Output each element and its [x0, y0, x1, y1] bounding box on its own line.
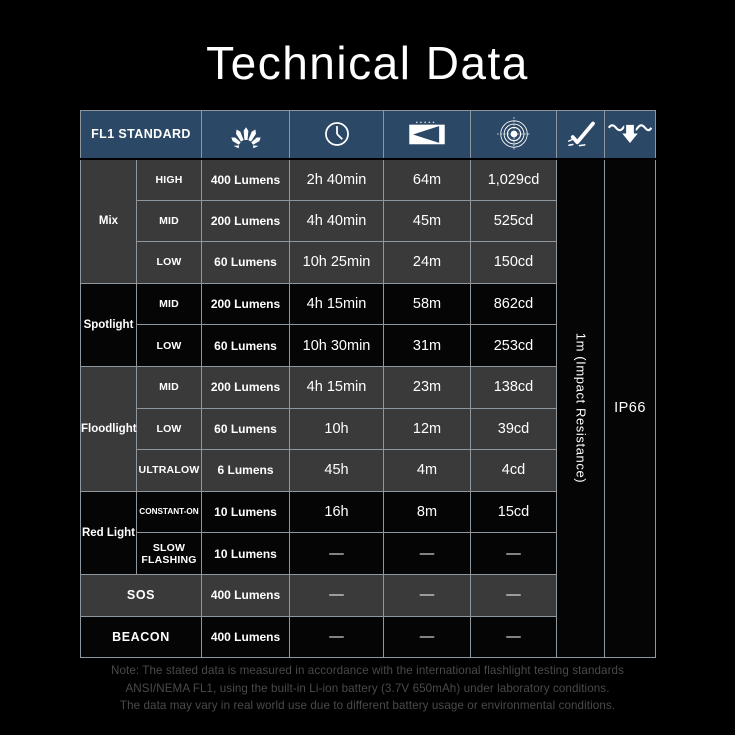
lumens-cell: 60 Lumens — [202, 408, 290, 450]
lumens-cell: 200 Lumens — [202, 200, 290, 242]
impact-rating-cell — [557, 159, 605, 658]
distance-cell: 58m — [384, 283, 471, 325]
intensity-cell: — — [471, 574, 557, 616]
lumens-cell: 400 Lumens — [202, 159, 290, 201]
column-header-brightness — [202, 111, 290, 159]
header-row — [81, 111, 656, 159]
intensity-cell: 39cd — [471, 408, 557, 450]
lumens-cell: 400 Lumens — [202, 574, 290, 616]
runtime-cell: 2h 40min — [290, 159, 384, 201]
level-cell: LOW — [137, 242, 202, 284]
level-cell: MID — [137, 283, 202, 325]
column-header-impact — [557, 111, 605, 159]
intensity-cell: 253cd — [471, 325, 557, 367]
mode-cell-red-light: Red Light — [81, 491, 137, 574]
beam-intensity-icon — [497, 117, 531, 151]
runtime-cell: 10h — [290, 408, 384, 450]
intensity-cell: 150cd — [471, 242, 557, 284]
distance-cell: 31m — [384, 325, 471, 367]
lumens-cell: 10 Lumens — [202, 533, 290, 575]
distance-cell: 24m — [384, 242, 471, 284]
column-header-beam-intensity — [471, 111, 557, 159]
distance-cell: 4m — [384, 450, 471, 492]
level-cell: LOW — [137, 408, 202, 450]
runtime-cell: — — [290, 533, 384, 575]
distance-cell: 64m — [384, 159, 471, 201]
intensity-cell: 525cd — [471, 200, 557, 242]
runtime-cell: 10h 25min — [290, 242, 384, 284]
intensity-cell: 862cd — [471, 283, 557, 325]
level-cell: ULTRALOW — [137, 450, 202, 492]
lumens-cell: 400 Lumens — [202, 616, 290, 658]
runtime-cell: 45h — [290, 450, 384, 492]
lumens-cell: 60 Lumens — [202, 242, 290, 284]
runtime-cell: 16h — [290, 491, 384, 533]
footnote — [0, 662, 735, 715]
footnote-line: The data may vary in real world use due to different battery usage or environmental conditions. — [119, 699, 616, 712]
level-cell: MID — [137, 200, 202, 242]
intensity-cell: — — [471, 533, 557, 575]
water-resistance-icon — [607, 120, 653, 149]
mode-cell-beacon: BEACON — [81, 616, 202, 658]
runtime-cell: 4h 15min — [290, 366, 384, 408]
distance-cell: 12m — [384, 408, 471, 450]
footnote-line: Note: The stated data is measured in accordance with the international flashlight testing standards — [110, 664, 625, 677]
mode-cell-mix: Mix — [81, 159, 137, 284]
impact-rating-text: 1m (Impact Resistance) — [573, 333, 588, 484]
brightness-icon — [224, 120, 268, 149]
distance-cell: 45m — [384, 200, 471, 242]
runtime-cell: 10h 30min — [290, 325, 384, 367]
technical-data-table — [80, 110, 656, 658]
lumens-cell: 200 Lumens — [202, 283, 290, 325]
intensity-cell: 15cd — [471, 491, 557, 533]
fl1-standard-header: FL1 STANDARD — [81, 111, 202, 159]
lumens-cell: 10 Lumens — [202, 491, 290, 533]
distance-cell: — — [384, 616, 471, 658]
lumens-cell: 6 Lumens — [202, 450, 290, 492]
mode-cell-sos: SOS — [81, 574, 202, 616]
level-cell: SLOW FLASHING — [137, 533, 202, 575]
ip-rating-cell: IP66 — [605, 159, 656, 658]
runtime-cell: 4h 40min — [290, 200, 384, 242]
column-header-runtime — [290, 111, 384, 159]
table-row — [81, 159, 656, 201]
intensity-cell: 138cd — [471, 366, 557, 408]
intensity-cell: 1,029cd — [471, 159, 557, 201]
intensity-cell: 4cd — [471, 450, 557, 492]
mode-cell-floodlight: Floodlight — [81, 366, 137, 491]
impact-resistance-icon — [566, 120, 596, 148]
beam-distance-icon — [406, 120, 448, 148]
lumens-cell: 200 Lumens — [202, 366, 290, 408]
distance-cell: — — [384, 533, 471, 575]
runtime-cell: — — [290, 616, 384, 658]
distance-cell: 8m — [384, 491, 471, 533]
level-cell: MID — [137, 366, 202, 408]
level-cell: LOW — [137, 325, 202, 367]
runtime-cell: 4h 15min — [290, 283, 384, 325]
footnote-line: ANSI/NEMA FL1, using the built-in Li-ion battery (3.7V 650mAh) under laboratory conditions. — [125, 681, 610, 695]
runtime-cell: — — [290, 574, 384, 616]
level-cell: CONSTANT-ON — [137, 491, 202, 533]
level-cell: HIGH — [137, 159, 202, 201]
runtime-clock-icon — [322, 119, 352, 149]
distance-cell: — — [384, 574, 471, 616]
lumens-cell: 60 Lumens — [202, 325, 290, 367]
column-header-beam-distance — [384, 111, 471, 159]
page-title: Technical Data — [206, 37, 529, 89]
distance-cell: 23m — [384, 366, 471, 408]
column-header-water — [605, 111, 656, 159]
intensity-cell: — — [471, 616, 557, 658]
mode-cell-spotlight: Spotlight — [81, 283, 137, 366]
